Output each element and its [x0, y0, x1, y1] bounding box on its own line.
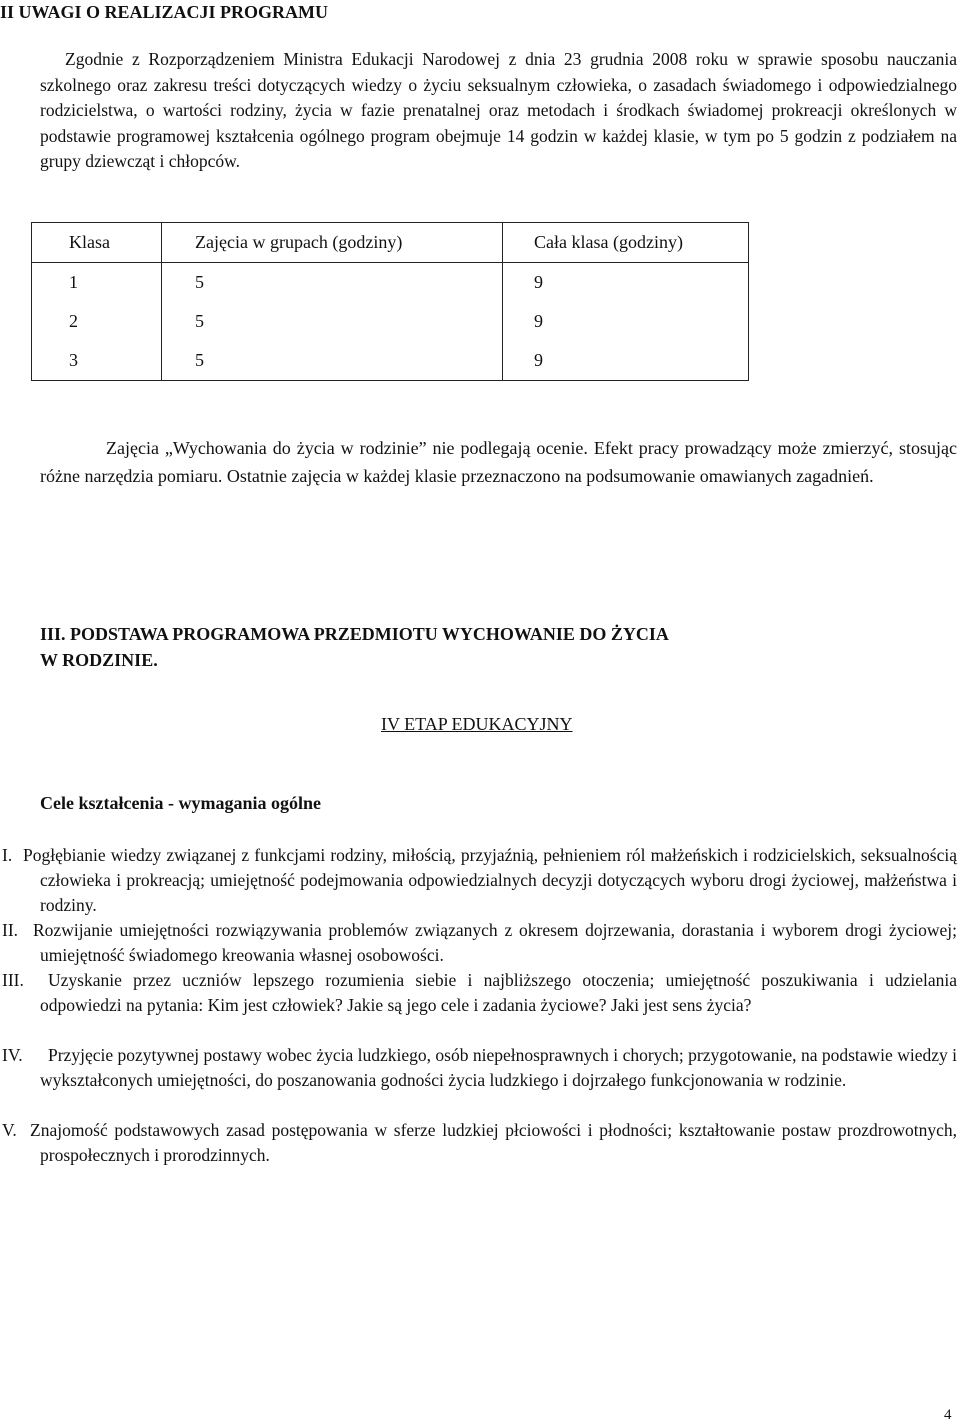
table-row [32, 341, 749, 381]
list-item-number: IV. [2, 1045, 23, 1065]
table-header-row [32, 223, 749, 263]
list-item-text: Znajomość podstawowych zasad postępowania w sferze ludzkiej płciowości i płodności; kształtowanie postaw prozdrowotnych, prospołecznych i prorodzinnych. [30, 1120, 957, 1165]
table-cell: 5 [162, 341, 503, 381]
table-header-cell: Klasa [32, 223, 162, 263]
table-cell: 9 [503, 263, 749, 303]
table-cell: 9 [503, 302, 749, 341]
intro-paragraph: Zgodnie z Rozporządzeniem Ministra Edukacji Narodowej z dnia 23 grudnia 2008 roku w sprawie sposobu nauczania szkolnego oraz zakresu treści dotyczących wiedzy o życiu seksualnym człowieka, o zasadach świadomego i odpowiedzialnego rodzicielstwa, o wartości rodziny, życia w fazie prenatalnej oraz metodach i środkach świadomej prokreacji określonych w podstawie programowej kształcenia ogólnego program obejmuje 14 godzin w każdej klasie, w tym po 5 godzin z podziałem na grupy dziewcząt i chłopców. [40, 49, 957, 171]
list-item-number: V. [2, 1120, 17, 1140]
list-item-text: Uzyskanie przez uczniów lepszego rozumienia siebie i najbliższego otoczenia; umiejętność poszukiwania i udzielania odpowiedzi na pytania: Kim jest człowiek? Jakie są jego cele i zadania życiowe? Jaki jest sens życia? [40, 970, 957, 1015]
hours-table [31, 222, 749, 381]
list-item-number: III. [2, 970, 24, 990]
table-header-cell: Cała klasa (godziny) [503, 223, 749, 263]
table-cell: 1 [32, 263, 162, 303]
table-header-cell: Zajęcia w grupach (godziny) [162, 223, 503, 263]
table-row [32, 302, 749, 341]
table-cell: 5 [162, 302, 503, 341]
table-cell: 3 [32, 341, 162, 381]
section-heading: W RODZINIE. [40, 650, 158, 670]
section-heading: III. PODSTAWA PROGRAMOWA PRZEDMIOTU WYCHOWANIE DO ŻYCIA [40, 624, 669, 644]
list-item-text: Pogłębianie wiedzy związanej z funkcjami rodziny, miłością, przyjaźnią, pełnieniem ról małżeńskich i rodzicielskich, seksualnością człowieka i prokreacją; umiejętność podejmowania odpowiedzialnych decyzji dotyczących wyboru drogi życiowej, małżeństwa i rodziny. [23, 845, 957, 915]
list-item-number: II. [2, 920, 19, 940]
note-paragraph: Zajęcia „Wychowania do życia w rodzinie” nie podlegają ocenie. Efekt pracy prowadzący może zmierzyć, stosując różne narzędzia pomiaru. Ostatnie zajęcia w każdej klasie przeznaczono na podsumowanie omawianych zagadnień. [40, 438, 957, 486]
section-heading: II UWAGI O REALIZACJI PROGRAMU [0, 2, 329, 22]
page-number: 4 [944, 1407, 952, 1423]
list-item-text: Rozwijanie umiejętności rozwiązywania problemów związanych z okresem dojrzewania, dorastania i wyborem drogi życiowej; umiejętność świadomego kreowania własnej osobowości. [33, 920, 957, 965]
table-cell: 5 [162, 263, 503, 303]
list-item-text: Przyjęcie pozytywnej postawy wobec życia ludzkiego, osób niepełnosprawnych i chorych; przygotowanie, na podstawie wiedzy i wykształconych umiejętności, do poszanowania godności życia ludzkiego i dojrzałego funkcjonowania w rodzinie. [40, 1045, 957, 1090]
table-cell: 9 [503, 341, 749, 381]
list-item-number: I. [2, 845, 13, 865]
table-cell: 2 [32, 302, 162, 341]
table-row [32, 263, 749, 303]
goals-heading: Cele kształcenia - wymagania ogólne [40, 793, 321, 813]
stage-heading: IV ETAP EDUKACYJNY [381, 714, 573, 734]
